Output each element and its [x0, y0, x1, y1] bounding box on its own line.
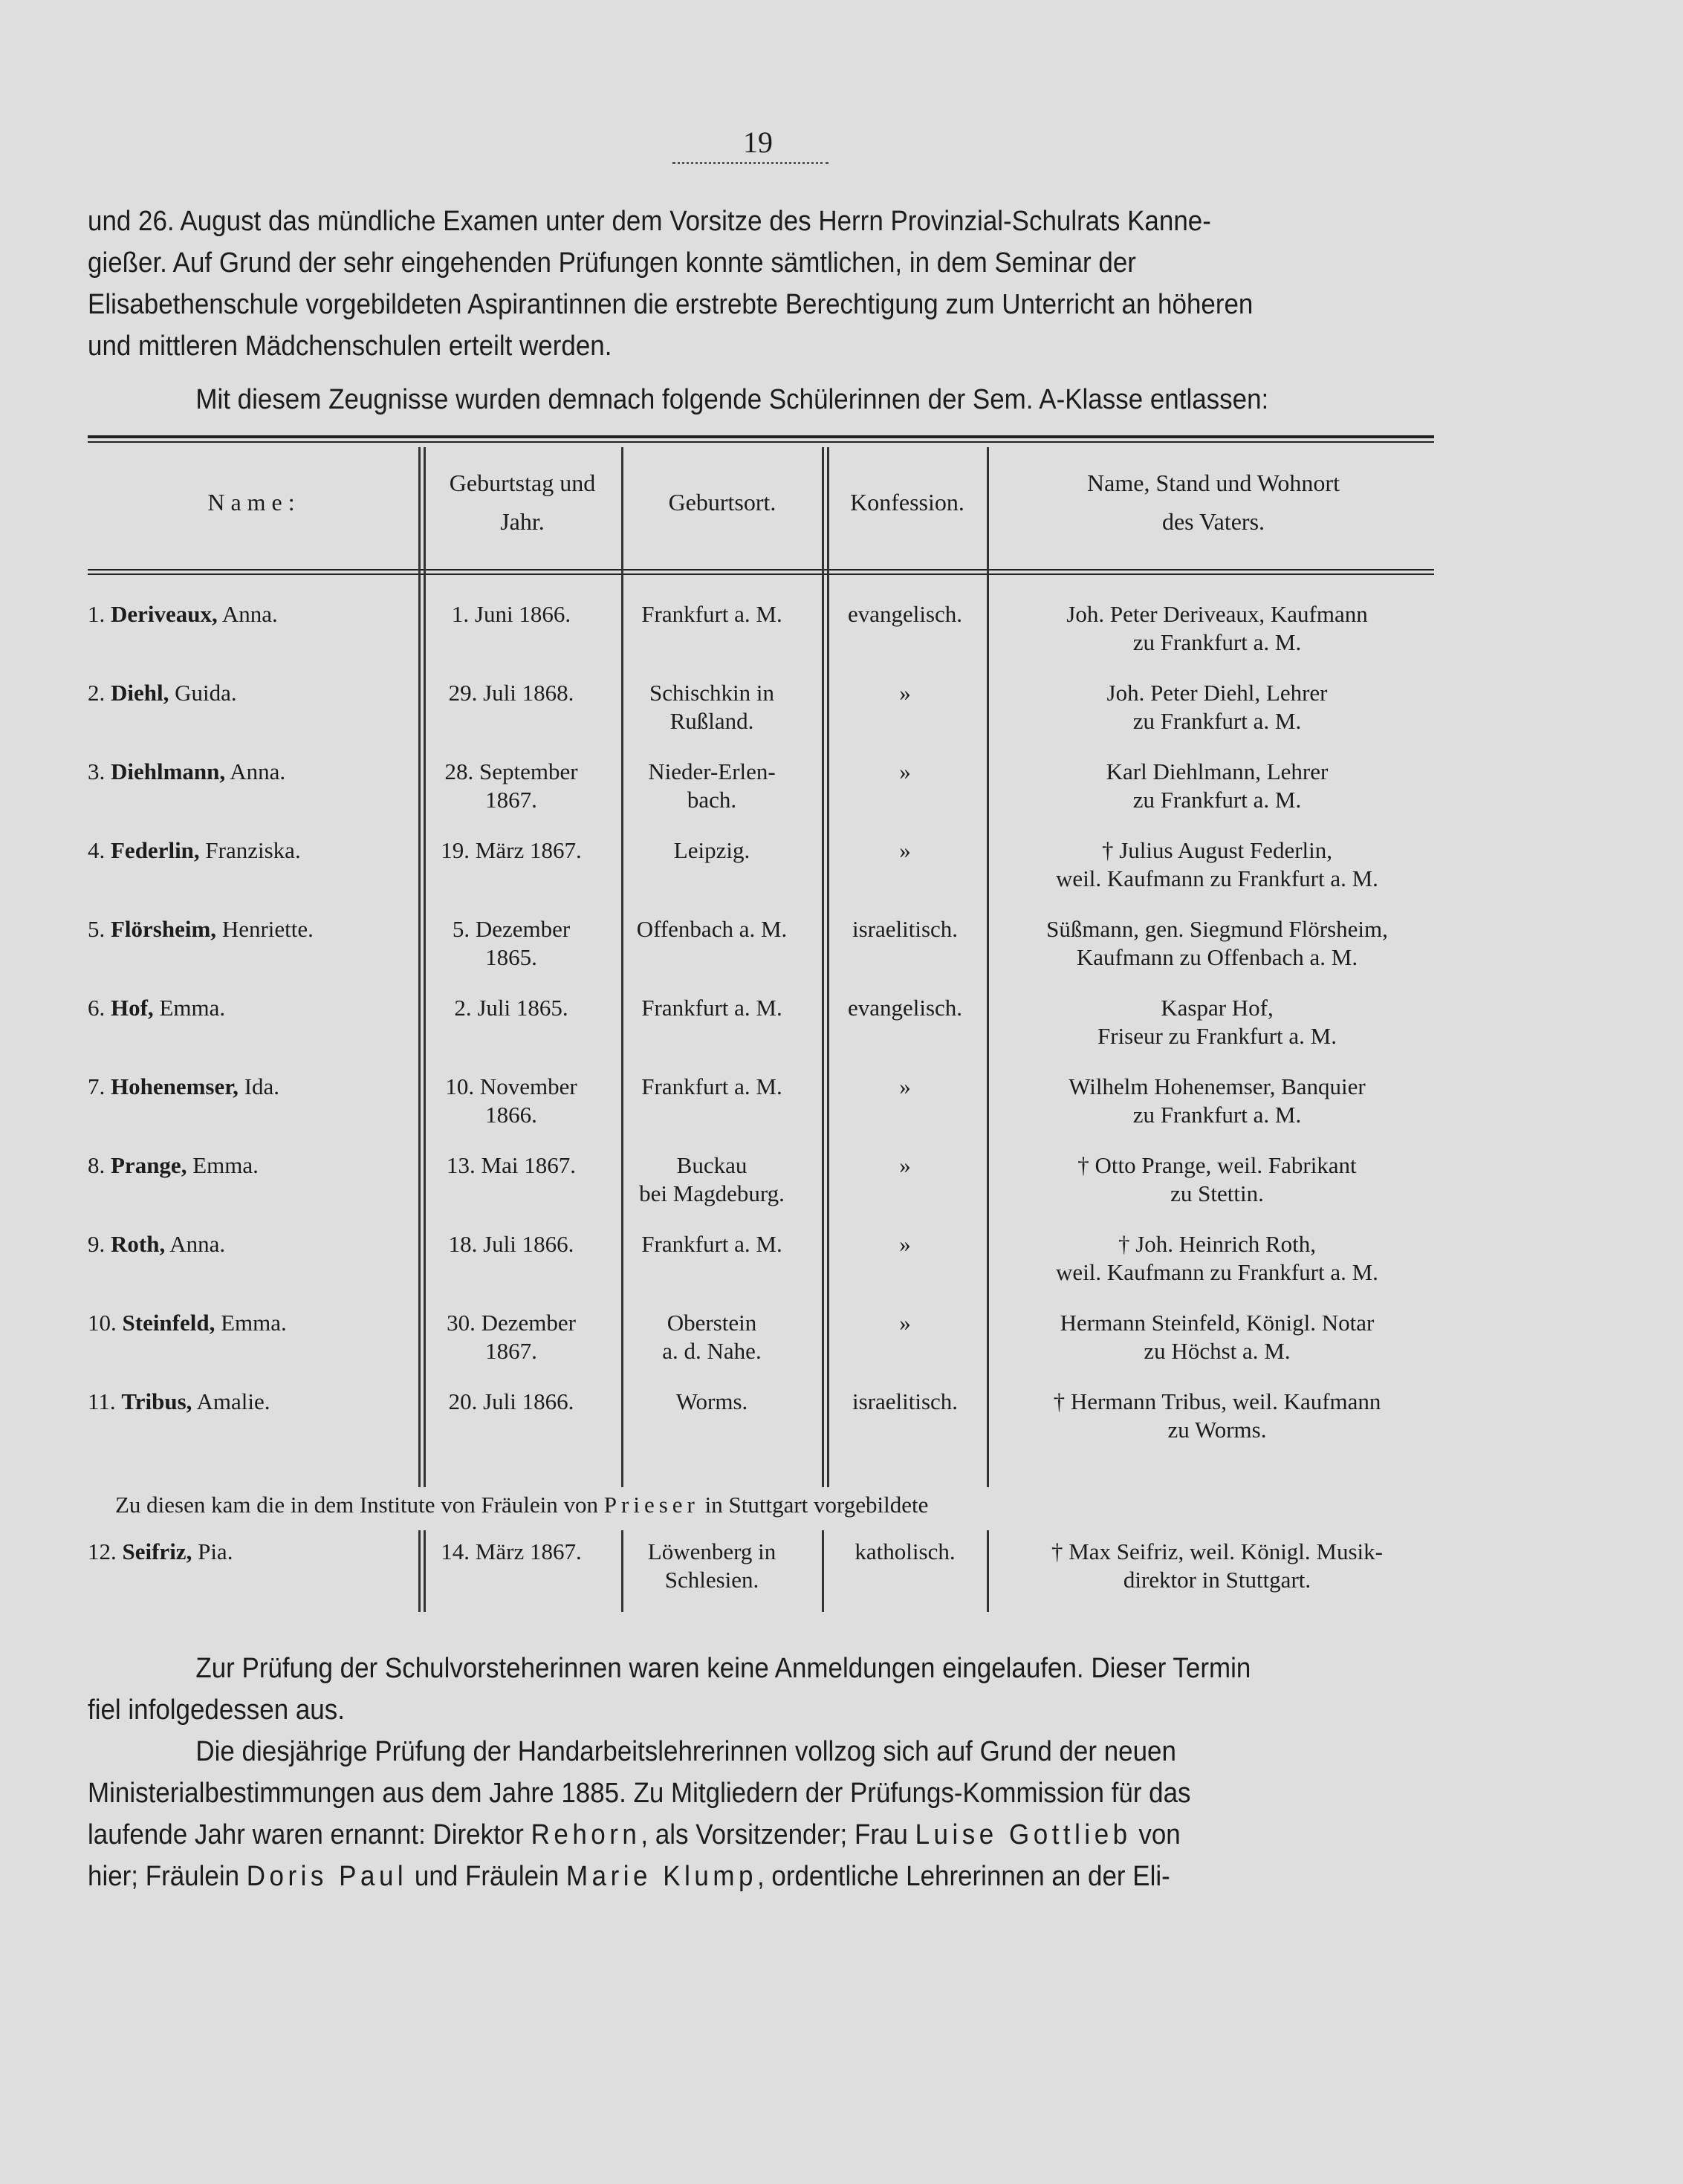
- row-birth-line-1: 18. Juli 1866.: [448, 1231, 574, 1257]
- row-father: [998, 836, 1436, 893]
- row-firstname: Anna.: [230, 758, 286, 784]
- row-surname: Prange,: [111, 1152, 187, 1178]
- additional-note: [115, 1490, 928, 1520]
- para4-line-1: Die diesjährige Prüfung der Handarbeitslehrerinnen vollzog sich auf Grund der neuen: [195, 1736, 1176, 1767]
- row-father-line-1: Wilhelm Hohenemser, Banquier: [1069, 1073, 1366, 1099]
- row-confession: evangelisch.: [847, 995, 963, 1021]
- row-father-line-2: zu Frankfurt a. M.: [1132, 708, 1302, 734]
- table-row-extra: [88, 1538, 1434, 1612]
- row-place: [623, 1151, 801, 1208]
- row-number: 12.: [88, 1538, 117, 1564]
- row-father-line-2: zu Worms.: [1167, 1417, 1267, 1443]
- header-birth-line-1: Geburtstag und: [449, 469, 596, 496]
- row-surname: Deriveaux,: [111, 601, 218, 627]
- row-name: [88, 994, 415, 1022]
- row-birth-line-1: 13. Mai 1867.: [447, 1152, 576, 1178]
- row-name: [88, 1388, 415, 1416]
- row-number: 2.: [88, 680, 106, 706]
- row-place-line-1: Frankfurt a. M.: [641, 601, 782, 627]
- row-place: [623, 1538, 801, 1594]
- row-confession: »: [899, 1152, 911, 1178]
- row-birth-line-1: 1. Juni 1866.: [451, 601, 571, 627]
- row-number: 8.: [88, 1152, 106, 1178]
- row-confession: »: [899, 837, 911, 863]
- row-place-line-1: Offenbach a. M.: [636, 916, 788, 942]
- row-surname: Hof,: [111, 995, 154, 1021]
- table-row: [88, 1230, 1434, 1304]
- graduates-table: [88, 435, 1434, 1490]
- intro-line-1: und 26. August das mündliche Examen unter dem Vorsitze des Herrn Provinzial-Schulrats Kanne-: [88, 206, 1211, 237]
- row-father-line-2: zu Höchst a. M.: [1144, 1338, 1291, 1364]
- header-name: N a m e :: [207, 489, 295, 516]
- row-confession: evangelisch.: [847, 601, 963, 627]
- row-father: [998, 1073, 1436, 1129]
- row-surname: Steinfeld,: [122, 1310, 215, 1336]
- row-birth: [422, 1151, 600, 1180]
- row-surname: Hohenemser,: [111, 1073, 239, 1099]
- note-text-pre: Zu diesen kam die in dem Institute von Fräulein von: [115, 1492, 599, 1518]
- row-confession: »: [899, 758, 911, 784]
- row-name: [88, 600, 415, 628]
- row-father-line-1: Joh. Peter Diehl, Lehrer: [1106, 680, 1328, 706]
- row-place: [623, 679, 801, 735]
- row-father-line-2: weil. Kaufmann zu Frankfurt a. M.: [1056, 1259, 1378, 1285]
- row-birth: [422, 915, 600, 972]
- row-father: [998, 1230, 1436, 1287]
- row-firstname: Anna.: [169, 1231, 226, 1257]
- table-row: [88, 679, 1434, 753]
- page-number-ornament: [672, 162, 828, 167]
- row-father-line-1: Hermann Steinfeld, Königl. Notar: [1060, 1310, 1375, 1336]
- row-birth: [422, 679, 600, 707]
- row-place-line-1: Schischkin in: [649, 680, 774, 706]
- row-number: 7.: [88, 1073, 106, 1099]
- table-top-rule-thin: [88, 441, 1434, 443]
- row-father-line-2: Friseur zu Frankfurt a. M.: [1097, 1023, 1337, 1049]
- row-firstname: Franziska.: [205, 837, 301, 863]
- para4-name-paul: Doris Paul: [246, 1861, 408, 1892]
- row-father: [998, 994, 1436, 1050]
- table-header-rule: [88, 569, 1434, 571]
- row-name: [88, 1538, 415, 1566]
- row-surname: Tribus,: [121, 1388, 192, 1414]
- row-birth: [422, 1538, 600, 1566]
- row-birth: [422, 836, 600, 865]
- row-place-line-1: Nieder-Erlen-: [648, 758, 776, 784]
- row-father-line-1: Süßmann, gen. Siegmund Flörsheim,: [1046, 916, 1388, 942]
- intro-line-2: gießer. Auf Grund der sehr eingehenden Prüfungen konnte sämtlichen, in dem Seminar der: [88, 247, 1136, 279]
- para4-line-4-c: und Fräulein: [414, 1861, 560, 1892]
- row-birth-line-2: 1867.: [485, 787, 537, 813]
- row-place-line-2: Rußland.: [669, 708, 754, 734]
- row-father-line-2: weil. Kaufmann zu Frankfurt a. M.: [1056, 865, 1378, 891]
- para4-line-3-a: laufende Jahr waren ernannt: Direktor: [88, 1819, 524, 1850]
- para4-line-3: [88, 1814, 1326, 1856]
- table-row: [88, 758, 1434, 832]
- row-place-line-2: bach.: [687, 787, 737, 813]
- row-birth-line-1: 10. November: [445, 1073, 577, 1099]
- table-row: [88, 1309, 1434, 1383]
- row-surname: Roth,: [111, 1231, 166, 1257]
- row-place: [623, 994, 801, 1022]
- header-place: Geburtsort.: [668, 489, 776, 516]
- row-number: 11.: [88, 1388, 116, 1414]
- row-confession: »: [899, 1073, 911, 1099]
- row-father: [998, 1388, 1436, 1444]
- row-firstname: Emma.: [192, 1152, 259, 1178]
- row-father-line-1: Kaspar Hof,: [1161, 995, 1274, 1021]
- row-number: 5.: [88, 916, 106, 942]
- row-father: [998, 758, 1436, 814]
- row-firstname: Ida.: [244, 1073, 280, 1099]
- row-number: 1.: [88, 601, 106, 627]
- row-place-line-1: Frankfurt a. M.: [641, 995, 782, 1021]
- row-father-line-1: Karl Diehlmann, Lehrer: [1106, 758, 1329, 784]
- para4-line-4-a: hier; Fräulein: [88, 1861, 240, 1892]
- row-place-line-1: Frankfurt a. M.: [641, 1073, 782, 1099]
- table-row: [88, 915, 1434, 989]
- row-place-line-2: a. d. Nahe.: [662, 1338, 762, 1364]
- row-father-line-1: † Julius August Federlin,: [1101, 837, 1332, 863]
- para4-line-2: Ministerialbestimmungen aus dem Jahre 1885. Zu Mitgliedern der Prüfungs-Kommission für das: [88, 1778, 1191, 1809]
- row-confession: israelitisch.: [852, 916, 959, 942]
- table-row: [88, 994, 1434, 1068]
- row-number: 6.: [88, 995, 106, 1021]
- row-name: [88, 915, 415, 943]
- row-name: [88, 1230, 415, 1258]
- row-father-line-2: zu Frankfurt a. M.: [1132, 1102, 1302, 1128]
- row-birth-line-1: 20. Juli 1866.: [448, 1388, 574, 1414]
- row-surname: Federlin,: [111, 837, 200, 863]
- row-place: [623, 836, 801, 865]
- row-place-line-1: Worms.: [675, 1388, 748, 1414]
- row-father-line-1: † Joh. Heinrich Roth,: [1118, 1231, 1317, 1257]
- row-birth: [422, 994, 600, 1022]
- row-father-line-2: Kaufmann zu Offenbach a. M.: [1076, 944, 1358, 970]
- row-father-line-2: zu Stettin.: [1170, 1180, 1264, 1206]
- row-birth-line-1: 14. März 1867.: [441, 1538, 582, 1564]
- row-place: [623, 1230, 801, 1258]
- row-surname: Seifriz,: [122, 1538, 192, 1564]
- row-confession: »: [899, 1231, 911, 1257]
- header-father: [990, 464, 1436, 541]
- row-birth-line-1: 2. Juli 1865.: [454, 995, 568, 1021]
- row-place: [623, 758, 801, 814]
- row-father: [998, 1309, 1436, 1365]
- row-number: 4.: [88, 837, 106, 863]
- row-place-line-2: Schlesien.: [664, 1567, 759, 1593]
- row-number: 10.: [88, 1310, 117, 1336]
- para4-name-gottlieb: Luise Gottlieb: [915, 1819, 1132, 1850]
- header-father-line-2: des Vaters.: [1161, 508, 1265, 535]
- note-name: Prieser: [603, 1492, 699, 1518]
- row-birth-line-2: 1865.: [485, 944, 537, 970]
- row-place-line-1: Oberstein: [667, 1310, 757, 1336]
- row-birth: [422, 600, 600, 628]
- row-place-line-1: Leipzig.: [673, 837, 750, 863]
- row-number: 3.: [88, 758, 106, 784]
- para4-line-4: [88, 1856, 1326, 1897]
- table-row: [88, 1073, 1434, 1147]
- row-name: [88, 1151, 415, 1180]
- row-surname: Diehlmann,: [111, 758, 226, 784]
- row-birth-line-1: 30. Dezember: [447, 1310, 576, 1336]
- row-place-line-1: Buckau: [676, 1152, 748, 1178]
- row-place-line-1: Frankfurt a. M.: [641, 1231, 782, 1257]
- extra-table-section: [88, 1530, 1434, 1612]
- row-father-line-1: Joh. Peter Deriveaux, Kaufmann: [1066, 601, 1368, 627]
- row-firstname: Anna.: [221, 601, 278, 627]
- row-place: [623, 1309, 801, 1365]
- row-father: [998, 679, 1436, 735]
- row-birth: [422, 758, 600, 814]
- row-father-line-1: † Otto Prange, weil. Fabrikant: [1077, 1152, 1357, 1178]
- header-confession: Konfession.: [850, 489, 964, 516]
- row-firstname: Pia.: [198, 1538, 233, 1564]
- row-name: [88, 679, 415, 707]
- table-row: [88, 1388, 1434, 1462]
- row-name: [88, 758, 415, 786]
- row-father-line-1: † Max Seifriz, weil. Königl. Musik-: [1051, 1538, 1383, 1564]
- para3-line-1: Zur Prüfung der Schulvorsteherinnen waren keine Anmeldungen eingelaufen. Dieser Termin: [195, 1653, 1251, 1684]
- row-father: [998, 915, 1436, 972]
- para4-line-4-e: , ordentliche Lehrerinnen an der Eli-: [756, 1861, 1170, 1892]
- row-name: [88, 1073, 415, 1101]
- header-father-line-1: Name, Stand und Wohnort: [1087, 469, 1340, 496]
- row-birth-line-2: 1866.: [485, 1102, 537, 1128]
- row-place-line-1: Löwenberg in: [647, 1538, 776, 1564]
- row-confession: »: [899, 680, 911, 706]
- row-father-line-2: zu Frankfurt a. M.: [1132, 629, 1302, 655]
- table-row: [88, 836, 1434, 911]
- row-birth: [422, 1309, 600, 1365]
- row-birth-line-1: 19. März 1867.: [441, 837, 582, 863]
- table-row: [88, 1151, 1434, 1226]
- row-firstname: Guida.: [175, 680, 237, 706]
- row-firstname: Emma.: [159, 995, 226, 1021]
- row-birth-line-2: 1867.: [485, 1338, 537, 1364]
- row-father: [998, 1151, 1436, 1208]
- row-birth: [422, 1073, 600, 1129]
- row-firstname: Emma.: [221, 1310, 287, 1336]
- row-father-line-2: zu Frankfurt a. M.: [1132, 787, 1302, 813]
- row-surname: Diehl,: [111, 680, 169, 706]
- row-father-line-2: direktor in Stuttgart.: [1123, 1567, 1311, 1593]
- page-number: 19: [743, 126, 773, 159]
- row-firstname: Henriette.: [221, 916, 314, 942]
- row-confession: »: [899, 1310, 911, 1336]
- row-place: [623, 600, 801, 628]
- row-father-line-1: † Hermann Tribus, weil. Kaufmann: [1053, 1388, 1381, 1414]
- row-birth: [422, 1230, 600, 1258]
- header-birth-line-2: Jahr.: [500, 508, 545, 535]
- row-father: [998, 1538, 1436, 1594]
- table-top-rule: [88, 435, 1434, 438]
- row-place: [623, 1388, 801, 1416]
- para4-name-klump: Marie Klump: [566, 1861, 757, 1892]
- row-birth-line-1: 5. Dezember: [452, 916, 571, 942]
- list-intro-paragraph: Mit diesem Zeugnisse wurden demnach folgende Schülerinnen der Sem. A-Klasse entlassen:: [195, 384, 1269, 415]
- row-father: [998, 600, 1436, 657]
- row-birth-line-1: 28. September: [444, 758, 578, 784]
- row-birth-line-1: 29. Juli 1868.: [448, 680, 574, 706]
- para3-line-2: fiel infolgedessen aus.: [88, 1694, 345, 1726]
- note-text-post: in Stuttgart vorgebildete: [704, 1492, 929, 1518]
- intro-line-4: und mittleren Mädchenschulen erteilt werden.: [88, 331, 612, 362]
- para4-line-3-c: , als Vorsitzender; Frau: [641, 1819, 908, 1850]
- table-row: [88, 600, 1434, 675]
- row-confession: israelitisch.: [852, 1388, 959, 1414]
- row-name: [88, 1309, 415, 1337]
- row-name: [88, 836, 415, 865]
- row-place: [623, 1073, 801, 1101]
- row-birth: [422, 1388, 600, 1416]
- row-firstname: Amalie.: [196, 1388, 270, 1414]
- row-surname: Flörsheim,: [111, 916, 217, 942]
- row-place-line-2: bei Magdeburg.: [639, 1180, 785, 1206]
- header-birth: [426, 464, 619, 541]
- table-header-rule-2: [88, 573, 1434, 575]
- intro-line-3: Elisabethenschule vorgebildeten Aspirantinnen die erstrebte Berechtigung zum Unterricht an höheren: [88, 289, 1254, 320]
- para4-line-3-e: von: [1138, 1819, 1181, 1850]
- row-number: 9.: [88, 1231, 106, 1257]
- row-place: [623, 915, 801, 943]
- para4-name-rehorn: Rehorn: [531, 1819, 641, 1850]
- row-confession: katholisch.: [855, 1538, 956, 1564]
